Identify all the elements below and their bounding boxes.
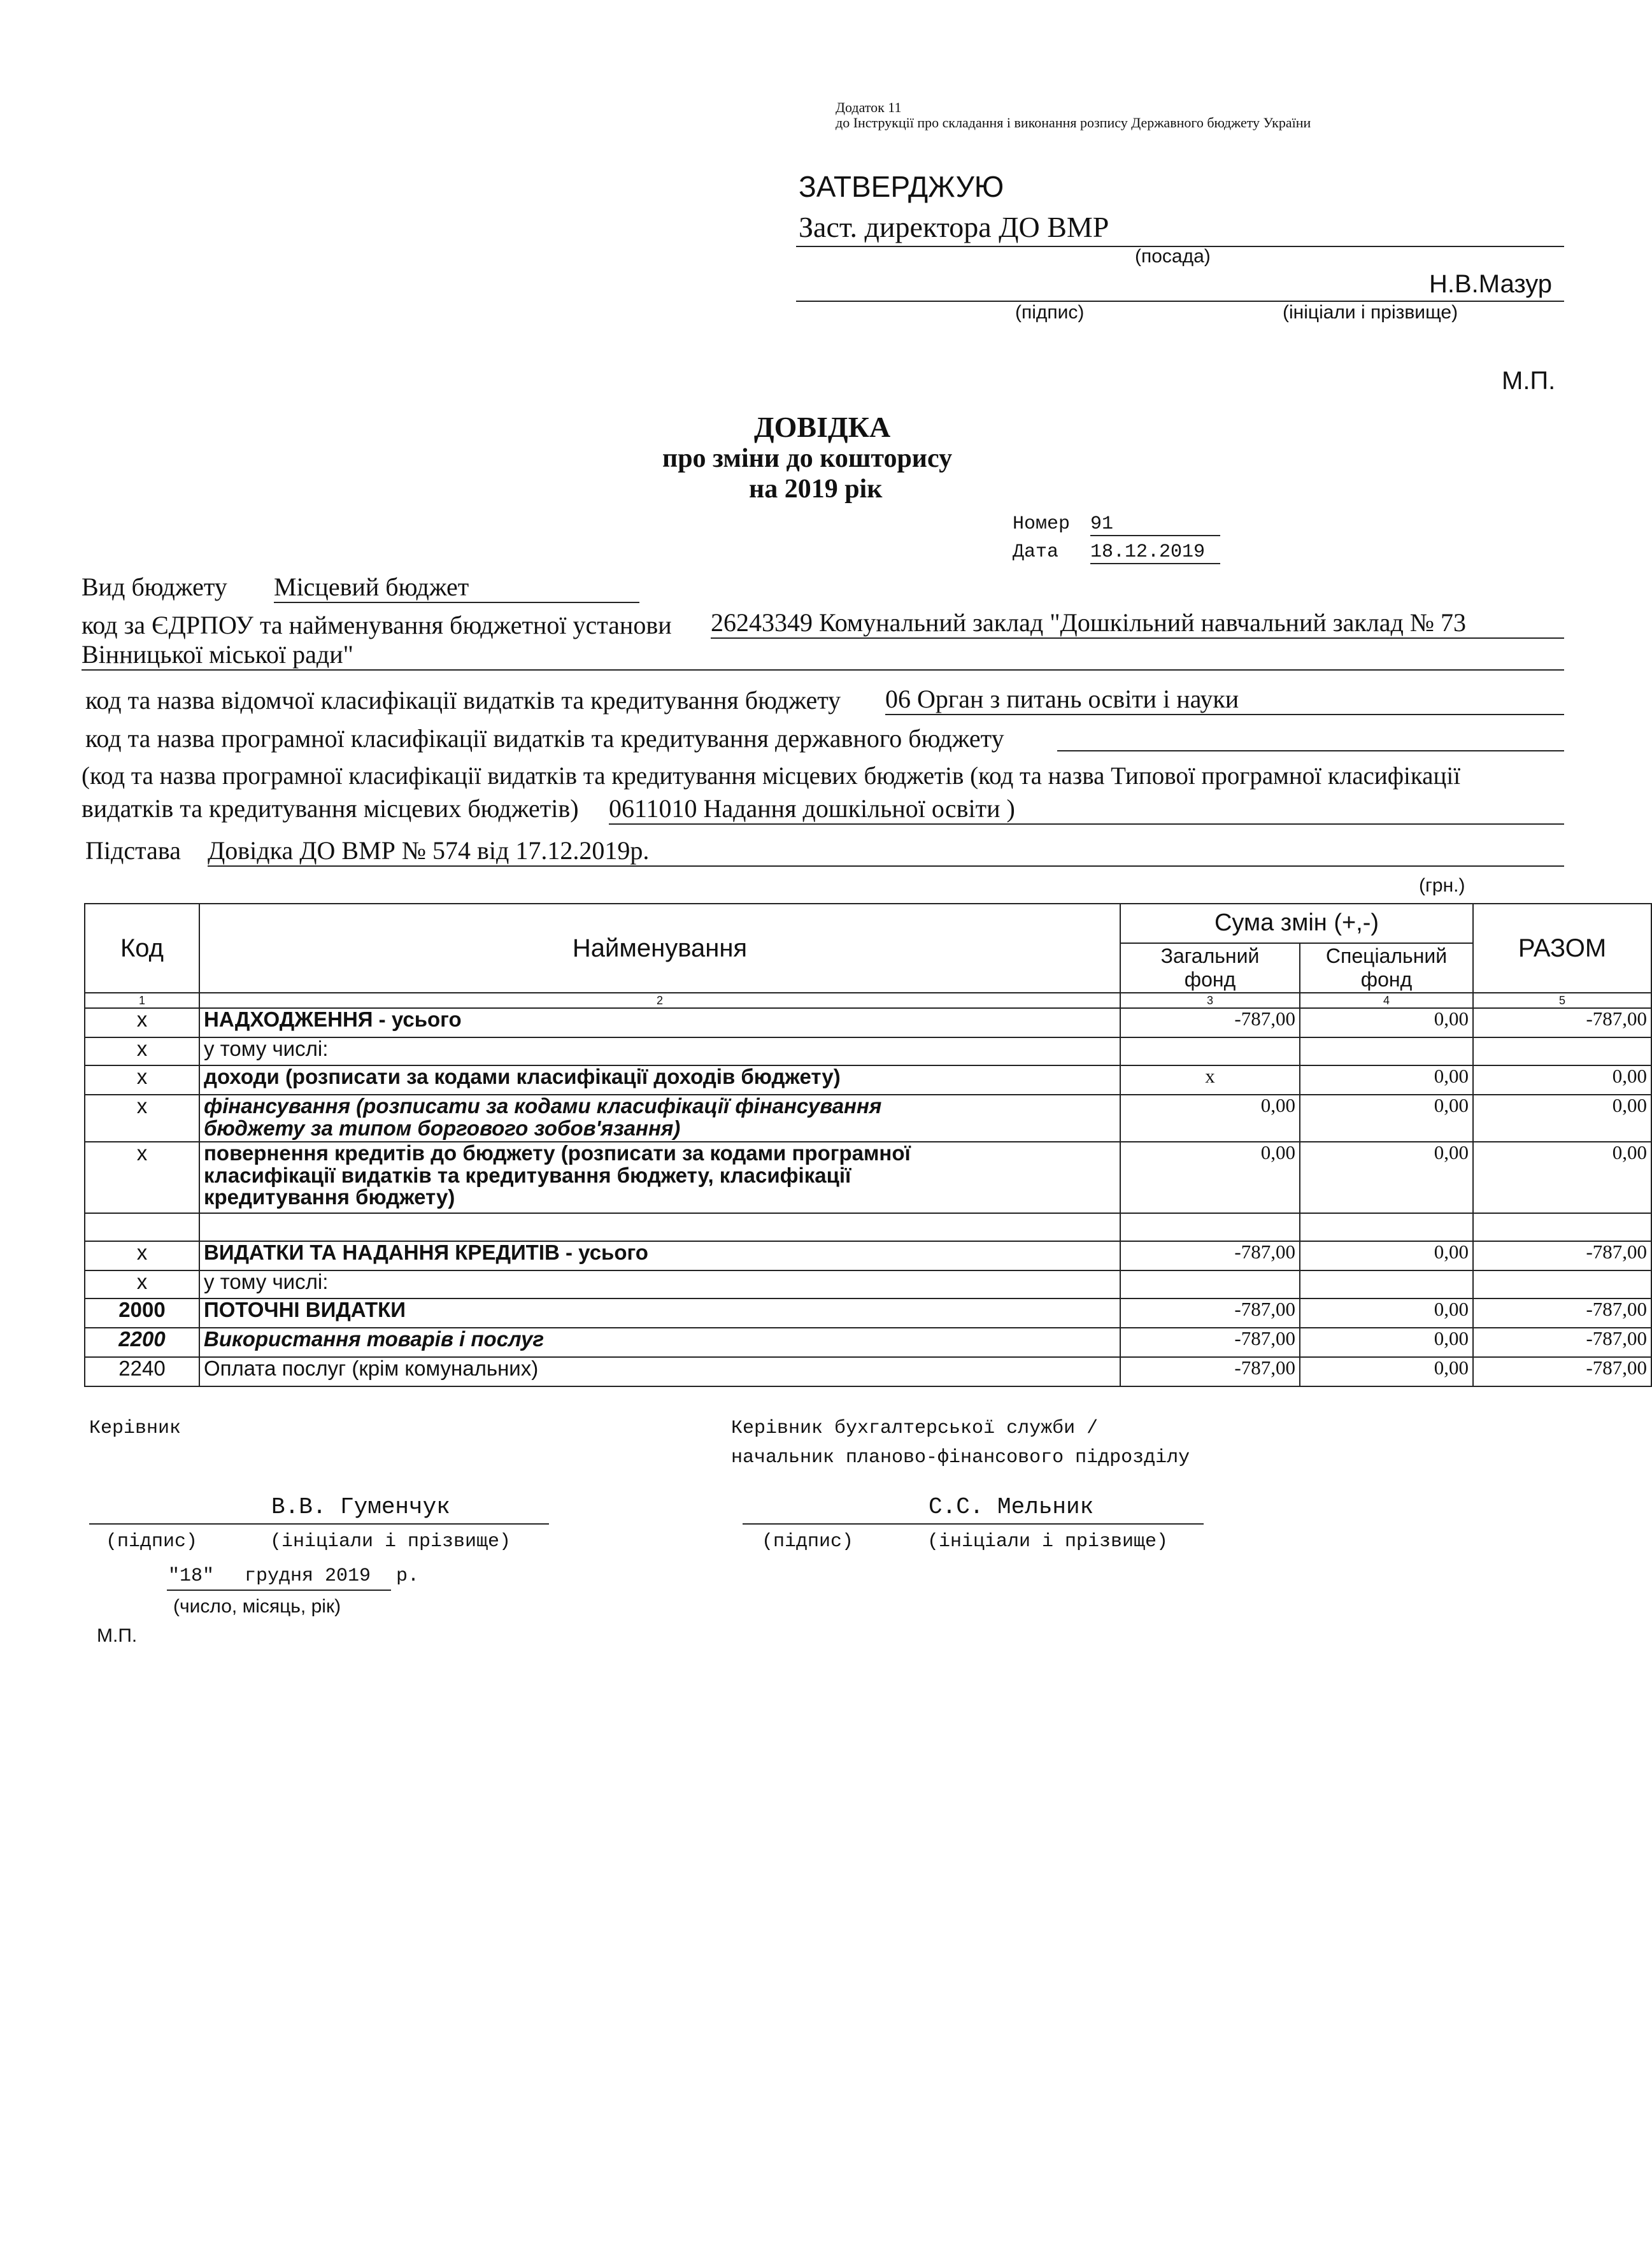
row-code: 2240 [85, 1357, 199, 1386]
row-code: х [85, 1008, 199, 1037]
row-special: 0,00 [1300, 1095, 1473, 1142]
row-total: -787,00 [1473, 1008, 1651, 1037]
table-row [85, 1142, 1651, 1213]
appendix-line-1: Додаток 11 [836, 99, 902, 115]
row-name: НАДХОДЖЕННЯ - усього [199, 1008, 1120, 1037]
date-caption: (число, місяць, рік) [173, 1596, 341, 1617]
row-code: 2000 [85, 1298, 199, 1328]
approval-stamp: М.П. [1502, 367, 1556, 395]
header-general-fund: Загальний фонд [1120, 943, 1300, 993]
signatures-stamp: М.П. [97, 1625, 138, 1646]
row-general: 0,00 [1120, 1095, 1300, 1142]
colnum-4: 4 [1300, 993, 1473, 1008]
colnum-3: 3 [1120, 993, 1300, 1008]
basis-value: Довідка ДО ВМР № 574 від 17.12.2019р. [208, 836, 1564, 867]
name-caption: (ініціали і прізвище) [1283, 302, 1458, 323]
row-special: 0,00 [1300, 1008, 1473, 1037]
row-code: х [85, 1095, 199, 1142]
changes-table [84, 903, 1652, 1387]
row-general: -787,00 [1120, 1298, 1300, 1328]
approver-name: Н.В.Мазур [1429, 270, 1553, 298]
row-total: -787,00 [1473, 1357, 1651, 1386]
row-total [1473, 1270, 1651, 1298]
row-code: х [85, 1065, 199, 1095]
row-special: 0,00 [1300, 1357, 1473, 1386]
table-row [85, 1241, 1651, 1270]
row-general: 0,00 [1120, 1142, 1300, 1213]
row-code: х [85, 1270, 199, 1298]
header-sum: Сума змін (+,-) [1120, 904, 1473, 943]
edrpou-value: 26243349 Комунальний заклад "Дошкільний навчальний заклад № 73 [711, 608, 1564, 639]
row-total: 0,00 [1473, 1065, 1651, 1095]
row-special [1300, 1037, 1473, 1065]
doc-subtitle: про зміни до кошторису [662, 444, 953, 473]
row-special [1300, 1270, 1473, 1298]
appendix-line-2: до Інструкції про складання і виконання розпису Державного бюджету України [836, 115, 1311, 131]
row-special: 0,00 [1300, 1298, 1473, 1328]
header-special-fund: Спеціальний фонд [1300, 943, 1473, 993]
row-code [85, 1213, 199, 1241]
dept-class-label: код та назва відомчої класифікації видатків та кредитування бюджету [85, 686, 841, 715]
doc-title: ДОВІДКА [754, 411, 891, 443]
row-general [1120, 1213, 1300, 1241]
row-special: 0,00 [1300, 1328, 1473, 1357]
row-total [1473, 1037, 1651, 1065]
date-suffix: р. [396, 1565, 420, 1587]
row-total: 0,00 [1473, 1142, 1651, 1213]
date-value: 18.12.2019 [1090, 541, 1220, 564]
header-code: Код [85, 904, 199, 993]
accountant-label-2: начальник планово-фінансового підрозділу [731, 1447, 1190, 1469]
row-name: у тому числі: [199, 1037, 1120, 1065]
row-name [199, 1213, 1120, 1241]
approval-title: ЗАТВЕРДЖУЮ [799, 170, 1004, 203]
row-total: -787,00 [1473, 1328, 1651, 1357]
colnum-5: 5 [1473, 993, 1651, 1008]
head-name: В.В. Гуменчук [271, 1494, 450, 1520]
row-code: х [85, 1037, 199, 1065]
accountant-name: С.С. Мельник [929, 1494, 1094, 1520]
row-name: ВИДАТКИ ТА НАДАННЯ КРЕДИТІВ - усього [199, 1241, 1120, 1270]
local-program-value: 0611010 Надання дошкільної освіти ) [609, 793, 1564, 825]
row-general: -787,00 [1120, 1328, 1300, 1357]
date-month-year: грудня 2019 [245, 1565, 371, 1587]
table-row [85, 1037, 1651, 1065]
row-code: 2200 [85, 1328, 199, 1357]
budget-type-value: Місцевий бюджет [274, 572, 639, 603]
table-row [85, 1357, 1651, 1386]
edrpou-label: код за ЄДРПОУ та найменування бюджетної установи [82, 611, 672, 639]
position-caption: (посада) [1135, 246, 1211, 267]
number-value: 91 [1090, 513, 1220, 536]
head-name-caption: (ініціали і прізвище) [270, 1531, 511, 1553]
row-name: у тому числі: [199, 1270, 1120, 1298]
budget-type-label: Вид бюджету [82, 573, 227, 601]
number-label: Номер [1013, 513, 1071, 535]
table-row [85, 1213, 1651, 1241]
row-code: х [85, 1241, 199, 1270]
approval-position: Заст. директора ДО ВМР [799, 211, 1109, 243]
accountant-label-1: Керівник бухгалтерської служби / [731, 1418, 1099, 1439]
table-row [85, 1270, 1651, 1298]
row-general [1120, 1270, 1300, 1298]
row-special: 0,00 [1300, 1065, 1473, 1095]
date-day: "18" [168, 1565, 215, 1587]
row-code: х [85, 1142, 199, 1213]
row-name: Оплата послуг (крім комунальних) [199, 1357, 1120, 1386]
currency-label: (грн.) [1419, 875, 1465, 896]
header-total: РАЗОМ [1473, 904, 1651, 993]
local-program-line: (код та назва програмної класифікації видатків та кредитування місцевих бюджетів (код та назва Типової програмної класифікації [82, 762, 1461, 790]
row-name: фінансування (розписати за кодами класифікації фінансування бюджету за типом боргового зобов'язання) [199, 1095, 1120, 1142]
edrpou-value-cont: Вінницької міської ради" [82, 639, 1564, 671]
basis-label: Підстава [85, 836, 181, 865]
accountant-name-caption: (ініціали і прізвище) [927, 1531, 1169, 1553]
row-name: повернення кредитів до бюджету (розписати за кодами програмної класифікації видатків та кредитування бюджету, класифікації кредитування бюджету) [199, 1142, 1120, 1213]
header-name: Найменування [199, 904, 1120, 993]
row-name: Використання товарів і послуг [199, 1328, 1120, 1357]
table-row [85, 1095, 1651, 1142]
row-general [1120, 1037, 1300, 1065]
row-general: х [1120, 1065, 1300, 1095]
colnum-1: 1 [85, 993, 199, 1008]
dept-class-value: 06 Орган з питань освіти і науки [885, 684, 1564, 715]
doc-year: на 2019 рік [749, 474, 883, 504]
table-row [85, 1298, 1651, 1328]
row-special [1300, 1213, 1473, 1241]
head-label: Керівник [89, 1418, 182, 1439]
row-general: -787,00 [1120, 1357, 1300, 1386]
signature-caption: (підпис) [1015, 302, 1085, 323]
table-row [85, 1328, 1651, 1357]
row-total: -787,00 [1473, 1241, 1651, 1270]
table-row [85, 1065, 1651, 1095]
row-total [1473, 1213, 1651, 1241]
row-name: ПОТОЧНІ ВИДАТКИ [199, 1298, 1120, 1328]
row-name: доходи (розписати за кодами класифікації доходів бюджету) [199, 1065, 1120, 1095]
row-total: -787,00 [1473, 1298, 1651, 1328]
local-program-label: видатків та кредитування місцевих бюджетів) [82, 794, 579, 823]
colnum-2: 2 [199, 993, 1120, 1008]
row-special: 0,00 [1300, 1142, 1473, 1213]
row-special: 0,00 [1300, 1241, 1473, 1270]
row-total: 0,00 [1473, 1095, 1651, 1142]
row-general: -787,00 [1120, 1241, 1300, 1270]
table-row [85, 1008, 1651, 1037]
row-general: -787,00 [1120, 1008, 1300, 1037]
accountant-sig-caption: (підпис) [762, 1531, 854, 1553]
date-label: Дата [1013, 541, 1059, 563]
state-program-label: код та назва програмної класифікації видатків та кредитування державного бюджету [85, 724, 1004, 753]
head-sig-caption: (підпис) [106, 1531, 198, 1553]
